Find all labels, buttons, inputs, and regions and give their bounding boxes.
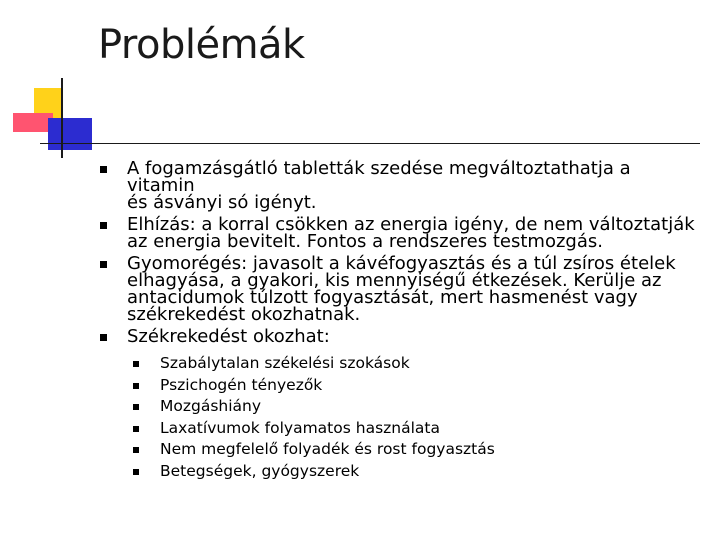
decor-vertical-line (61, 78, 63, 158)
sub-bullet-item (127, 396, 698, 418)
sub-bullet-text: Nem megfelelő folyadék és rost fogyasztás (160, 440, 495, 459)
bullet-list (98, 160, 698, 483)
bullet-item-heartburn (98, 255, 698, 323)
bullet-text: Gyomorégés: javasolt a kávéfogyasztás és a túl zsíros ételek elhagyása, a gyakori, kis mennyiségű étkezések. Kerülje az antacidumok túlzott fogyasztását, mert hasmenést vagy székrekedést okozhatnak. (127, 253, 676, 325)
sub-bullet-text: Betegségek, gyógyszerek (160, 461, 360, 480)
square-bullet-icon (100, 261, 107, 268)
decor-blue-square (48, 118, 92, 150)
sub-bullet-text: Mozgáshiány (160, 397, 262, 416)
sub-bullet-item (127, 375, 698, 397)
square-bullet-icon (133, 469, 139, 475)
square-bullet-icon (100, 222, 107, 229)
bullet-text: A fogamzásgátló tabletták szedése megváltoztathatja a vitamin és ásványi só igényt. (127, 158, 631, 213)
sub-bullet-item (127, 461, 698, 483)
sub-bullet-text: Szabálytalan székelési szokások (160, 354, 410, 372)
square-bullet-icon (133, 383, 139, 389)
square-bullet-icon (100, 166, 107, 173)
bullet-item-constipation (98, 328, 698, 483)
sub-bullet-text: Laxatívumok folyamatos használata (160, 418, 440, 437)
slide-content (98, 160, 698, 488)
sub-bullet-item (127, 353, 698, 375)
square-bullet-icon (133, 426, 139, 432)
square-bullet-icon (100, 334, 107, 341)
bullet-text: Székrekedést okozhat: (127, 326, 330, 347)
decor-red-square (13, 113, 53, 132)
sub-bullet-item (127, 439, 698, 461)
square-bullet-icon (133, 447, 139, 453)
bullet-text: Elhízás: a korral csökken az energia igény, de nem változtatják az energia bevitelt. Fontos a rendszeres testmozgás. (127, 214, 695, 252)
bullet-item-obesity (98, 216, 698, 250)
sub-bullet-item (127, 418, 698, 440)
bullet-item-contraceptives (98, 160, 698, 211)
sub-bullet-list (127, 353, 698, 483)
title-divider-line (40, 143, 700, 144)
sub-bullet-text: Pszichogén tényezők (160, 375, 323, 394)
square-bullet-icon (133, 404, 139, 410)
slide-title: Problémák (98, 22, 305, 68)
square-bullet-icon (133, 361, 139, 367)
